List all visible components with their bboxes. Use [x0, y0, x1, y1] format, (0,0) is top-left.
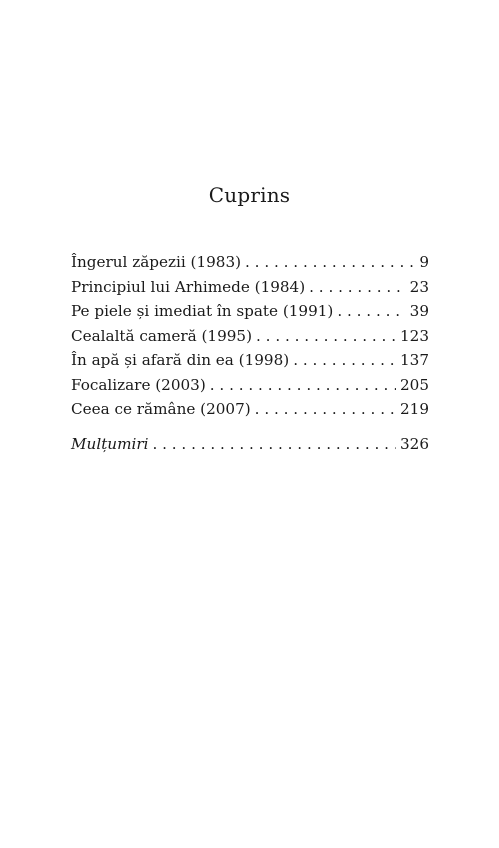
toc-entry-page: 219	[400, 400, 429, 418]
dot-leader	[210, 373, 396, 398]
dot-leader	[256, 324, 396, 349]
dot-leader	[293, 348, 396, 373]
toc-entry	[71, 275, 429, 300]
toc-entry-page: 39	[409, 302, 429, 320]
dot-leader	[255, 397, 396, 422]
toc-entry-title: Pe piele și imediat în spate (1991)	[71, 302, 334, 320]
dot-leader	[152, 432, 396, 457]
toc-entry-title: Mulțumiri	[71, 434, 149, 453]
toc-entry-title: Ceea ce rămâne (2007)	[71, 400, 251, 418]
toc-entry-title: Principiul lui Arhimede (1984)	[71, 277, 306, 296]
page-title: Cuprins	[208, 183, 291, 207]
toc-entry	[71, 324, 429, 349]
toc-entry-title: Îngerul zăpezii (1983)	[71, 253, 242, 271]
toc-entry-acknowledgements	[71, 432, 429, 457]
toc-entry	[71, 373, 429, 398]
toc-entry-page: 205	[400, 375, 429, 394]
toc-entry	[71, 250, 429, 275]
dot-leader	[309, 275, 406, 300]
dot-leader	[245, 250, 415, 275]
toc-entry	[71, 348, 429, 373]
toc-entry-title: În apă și afară din ea (1998)	[71, 351, 290, 369]
toc-entry-page: 123	[400, 326, 429, 345]
toc-entry	[71, 397, 429, 422]
toc-entry-page: 23	[409, 277, 429, 296]
toc-entry-page: 137	[400, 351, 429, 369]
toc-entry-page: 9	[419, 253, 429, 271]
toc-entry	[71, 299, 429, 324]
table-of-contents	[71, 250, 429, 456]
toc-entry-title: Focalizare (2003)	[71, 375, 206, 394]
dot-leader	[337, 299, 405, 324]
toc-entry-page: 326	[400, 434, 429, 453]
toc-entry-title: Cealaltă cameră (1995)	[71, 326, 253, 345]
